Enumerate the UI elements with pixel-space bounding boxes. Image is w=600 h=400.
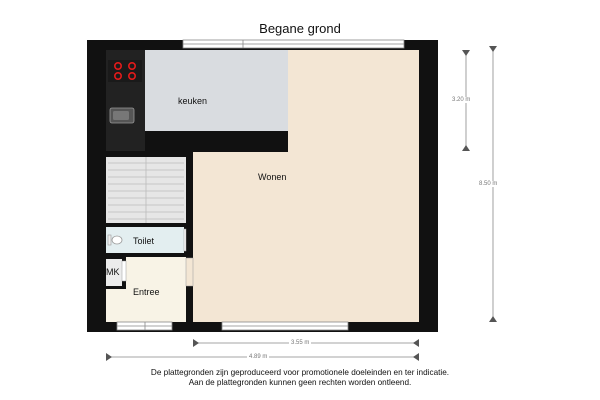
toilet-bottom-wall <box>106 253 186 257</box>
window-bottom <box>222 322 348 330</box>
kitchen-floor <box>145 50 288 131</box>
entree-floor-b <box>106 289 126 322</box>
disclaimer-line-1: De plattegronden zijn geproduceerd voor promotionele doeleinden en ter indicatie. <box>150 368 450 377</box>
kitchen-base <box>145 131 288 152</box>
stair-bottom-wall <box>106 223 193 226</box>
room-label-keuken: keuken <box>178 96 208 106</box>
disclaimer <box>0 368 600 388</box>
stair-wall <box>186 152 193 224</box>
room-label-entree: Entree <box>133 287 160 297</box>
dimension-label-total-width: 4.89 m <box>249 354 268 360</box>
mk-bottom-wall <box>106 286 126 289</box>
dimension-label-inner-width: 3.55 m <box>291 340 310 346</box>
toilet-icon <box>108 235 122 245</box>
window-top <box>183 40 404 48</box>
stairs <box>106 157 186 223</box>
sink-icon <box>110 108 134 123</box>
disclaimer-line-2: Aan de plattegronden kunnen geen rechten worden ontleend. <box>188 378 412 387</box>
dimension-label-total-depth: 8.50 m <box>479 181 498 187</box>
room-label-toilet: Toilet <box>133 236 155 246</box>
dimension-label-kitchen-depth: 3.20 m <box>452 97 471 103</box>
floor-title: Begane grond <box>259 21 341 36</box>
room-label-wonen: Wonen <box>258 172 287 182</box>
front-door-window <box>117 322 172 330</box>
hob-icon <box>108 60 142 82</box>
living-door <box>186 258 193 286</box>
mk-door <box>122 261 126 281</box>
living-floor-upper <box>288 50 419 152</box>
room-label-mk: MK <box>106 267 120 277</box>
toilet-door <box>184 229 186 251</box>
living-floor-lower <box>193 152 419 322</box>
